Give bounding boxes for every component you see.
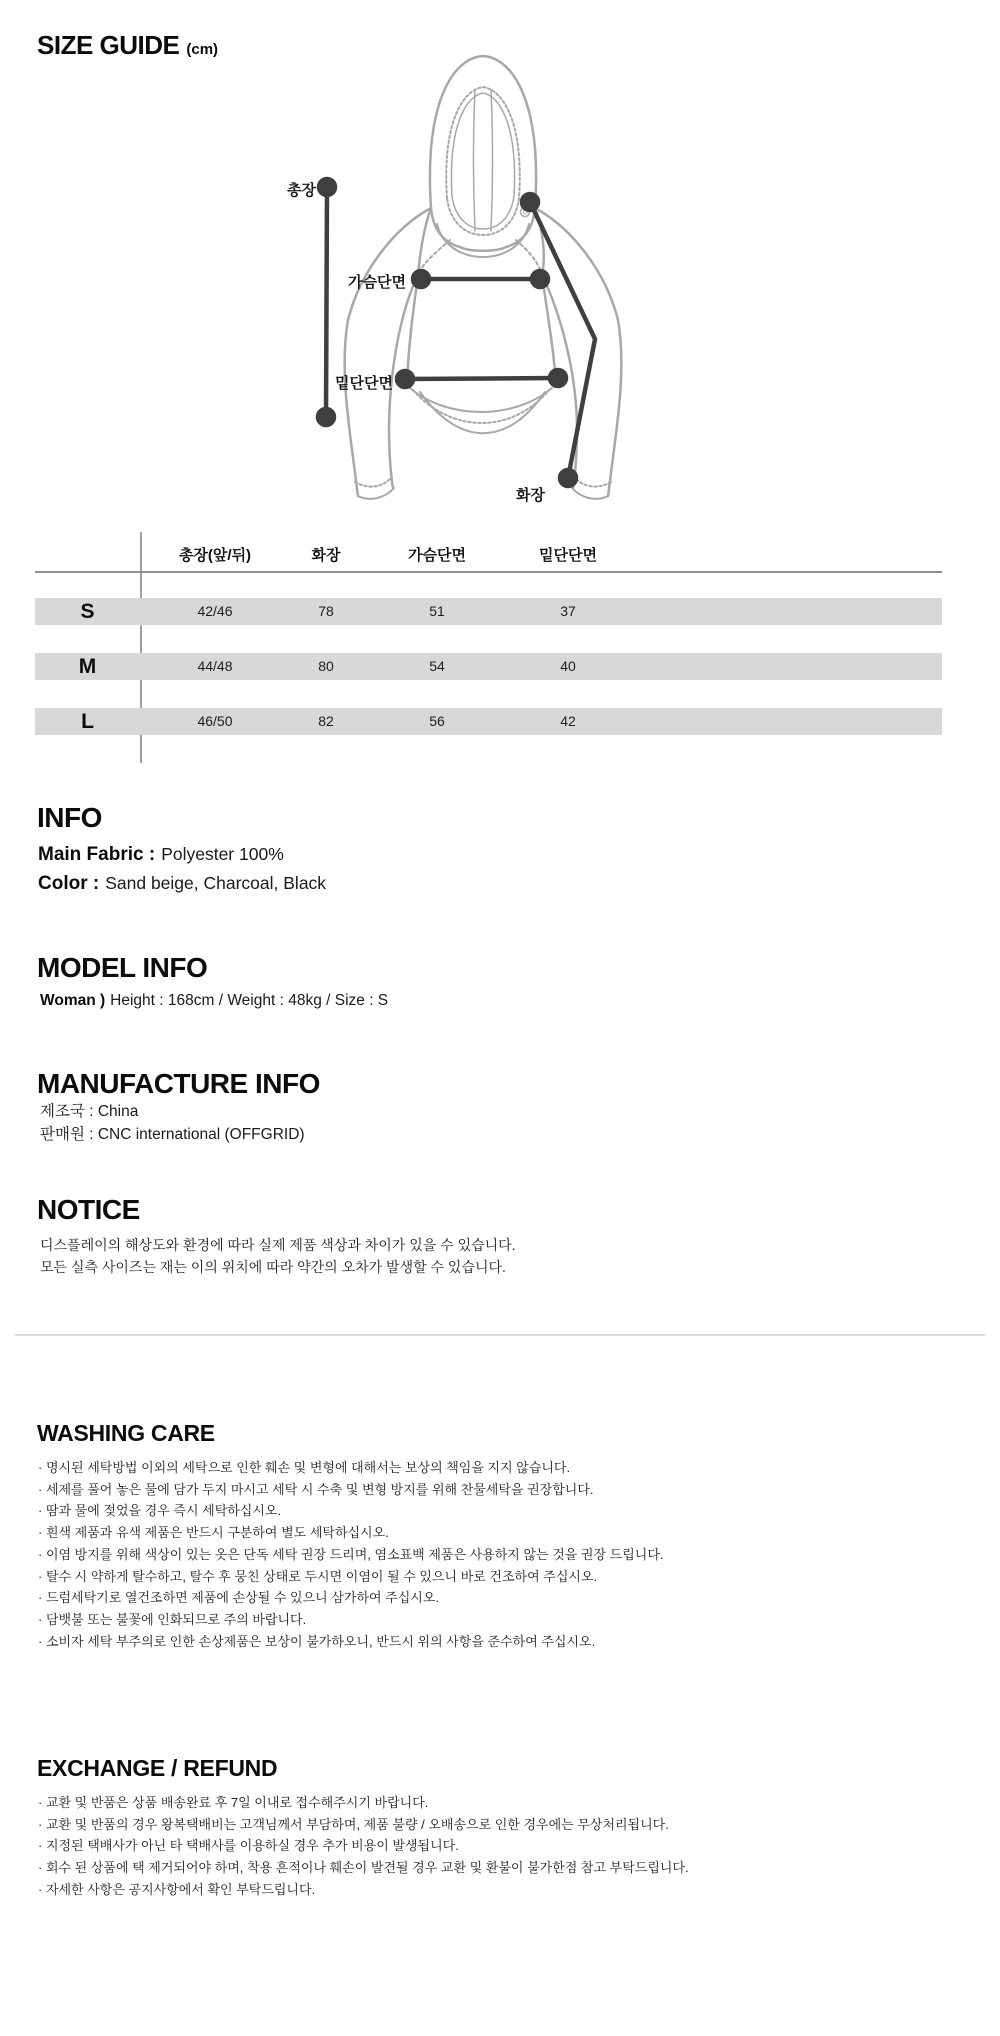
measurement-label-chest: 가슴단면 [348, 274, 406, 291]
notice-line: 디스플레이의 해상도와 환경에 따라 실제 제품 색상과 차이가 있을 수 있습니다. [40, 1237, 516, 1253]
manufacture-country-line: 제조국 : China [40, 1103, 139, 1120]
notice-line: 모든 실측 사이즈는 재는 이의 위치에 따라 약간의 오차가 발생할 수 있습니다. [40, 1259, 506, 1275]
hem-measure-line [397, 370, 566, 387]
exchange-refund-item: · 지정된 택배사가 아닌 타 택배사를 이용하실 경우 추가 비용이 발생됩니다. [38, 1838, 459, 1854]
fabric-value: Polyester 100% [161, 844, 284, 864]
column-header-chest: 가슴단면 [408, 547, 466, 564]
exchange-refund-item: · 회수 된 상품에 택 제거되어야 하며, 착용 흔적이나 훼손이 발견될 경우 교환 및 환불이 불가한점 참고 부탁드립니다. [38, 1860, 689, 1876]
total-length-measure-line [318, 179, 335, 425]
table-header-rule [35, 571, 942, 573]
sleeve-measure-line [522, 194, 595, 486]
cell-hem: 40 [560, 658, 576, 674]
exchange-refund-list [38, 1792, 689, 1901]
washing-care-item: · 드럼세탁기로 열건조하면 제품에 손상될 수 있으니 삼가하여 주십시오. [38, 1590, 440, 1606]
model-info-heading: MODEL INFO [37, 952, 208, 983]
fabric-line [38, 840, 326, 869]
cell-sleeve: 80 [318, 658, 334, 674]
washing-care-item: · 세제를 풀어 놓은 물에 담가 두지 마시고 세탁 시 수축 및 변형 방지를 위해 찬물세탁을 권장합니다. [38, 1481, 594, 1497]
model-value: Height : 168cm / Weight : 48kg / Size : S [110, 992, 389, 1009]
cell-chest: 56 [429, 713, 445, 729]
page-title [37, 30, 218, 61]
color-line [38, 869, 326, 898]
manufacture-info-body [40, 1100, 305, 1146]
washing-care-item: · 명시된 세탁방법 이외의 세탁으로 인한 훼손 및 변형에 대해서는 보상의 책임을 지지 않습니다. [38, 1460, 571, 1475]
hoodie-illustration [250, 40, 750, 515]
notice-body [40, 1234, 516, 1278]
exchange-refund-heading: EXCHANGE / REFUND [37, 1755, 278, 1781]
column-header-sleeve: 화장 [311, 547, 341, 564]
page-title-text: SIZE GUIDE [37, 30, 180, 60]
exchange-refund-item: · 교환 및 반품의 경우 왕복택배비는 고객님께서 부담하며, 제품 불량 / 오배송으로 인한 경우에는 무상처리됩니다. [38, 1816, 669, 1832]
color-value: Sand beige, Charcoal, Black [105, 873, 327, 893]
model-info-line [40, 992, 388, 1010]
size-label: L [81, 710, 94, 733]
column-header-hem: 밑단단면 [539, 547, 597, 564]
washing-care-item: · 땀과 물에 젖었을 경우 즉시 세탁하십시오. [38, 1503, 282, 1519]
info-body [38, 840, 326, 898]
cell-total-length: 44/48 [197, 658, 233, 674]
cell-sleeve: 78 [318, 603, 334, 619]
notice-heading: NOTICE [37, 1194, 140, 1225]
cell-total-length: 42/46 [197, 603, 233, 619]
fabric-label: Main Fabric : [38, 844, 156, 865]
cell-chest: 51 [429, 603, 445, 619]
measurement-label-total-length: 총장 [287, 182, 316, 199]
measurement-overlay [318, 179, 595, 486]
manufacture-info-heading: MANUFACTURE INFO [37, 1068, 320, 1099]
washing-care-item: · 담뱃불 또는 불꽃에 인화되므로 주의 바랍니다. [38, 1611, 307, 1627]
washing-care-heading: WASHING CARE [37, 1420, 215, 1446]
cell-chest: 54 [429, 658, 445, 674]
color-label: Color : [38, 873, 100, 894]
cell-hem: 42 [560, 713, 576, 729]
measurement-label-sleeve: 화장 [516, 487, 545, 504]
cell-sleeve: 82 [318, 713, 334, 729]
washing-care-item: · 탈수 시 약하게 탈수하고, 탈수 후 뭉친 상태로 두시면 이염이 될 수 있으니 바로 건조하여 주십시오. [38, 1568, 598, 1584]
exchange-refund-item: · 교환 및 반품은 상품 배송완료 후 7일 이내로 접수해주시기 바랍니다. [38, 1795, 429, 1810]
model-label: Woman ) [40, 992, 106, 1009]
exchange-refund-item: · 자세한 사항은 공지사항에서 확인 부탁드립니다. [38, 1881, 316, 1897]
info-heading: INFO [37, 802, 102, 833]
chest-measure-line [413, 271, 548, 287]
washing-care-list [38, 1457, 664, 1652]
manufacture-seller-line: 판매원 : CNC international (OFFGRID) [40, 1126, 305, 1143]
size-unit: (cm) [186, 41, 219, 58]
size-label: M [78, 655, 97, 678]
washing-care-item: · 이염 방지를 위해 색상이 있는 옷은 단독 세탁 권장 드리며, 염소표백 제품은 사용하지 않는 것을 권장 드립니다. [38, 1546, 664, 1562]
size-label: S [80, 600, 95, 623]
cell-total-length: 46/50 [197, 713, 233, 729]
column-header-total-length: 총장(앞/뒤) [178, 547, 252, 564]
cell-hem: 37 [560, 603, 576, 619]
washing-care-item: · 소비자 세탁 부주의로 인한 손상제품은 보상이 불가하오니, 반드시 위의 사항을 준수하여 주십시오. [38, 1633, 596, 1649]
washing-care-item: · 흰색 제품과 유색 제품은 반드시 구분하여 별도 세탁하십시오. [38, 1525, 389, 1541]
measurement-label-hem: 밑단단면 [335, 375, 393, 392]
section-divider [15, 1334, 985, 1336]
